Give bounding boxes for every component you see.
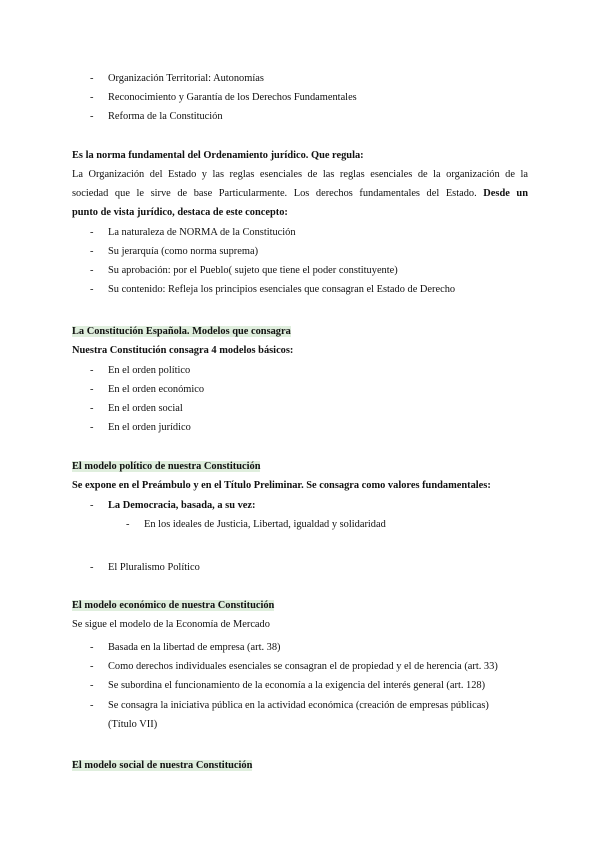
bullet-dash: -	[90, 284, 94, 295]
list-item-continuation: (Título VII)	[108, 719, 158, 730]
list-item: Se consagra la iniciativa pública en la actividad económica (creación de empresas públicas)	[108, 700, 489, 711]
list-item-bold: La Democracia, basada, a su vez:	[108, 500, 256, 511]
section-subheading: Se expone en el Preámbulo y en el Título Preliminar. Se consagra como valores fundamentales:	[72, 480, 491, 491]
bullet-dash: -	[90, 384, 94, 395]
list-item: La naturaleza de NORMA de la Constitución	[108, 227, 296, 238]
paragraph-text: sociedad que le sirve de base Particularmente. Los derechos fundamentales del Estado.	[72, 188, 477, 199]
list-item: Basada en la libertad de empresa (art. 38)	[108, 642, 281, 653]
section-heading: Es la norma fundamental del Ordenamiento jurídico. Que regula:	[72, 150, 364, 161]
list-item: En el orden jurídico	[108, 422, 191, 433]
sub-bullet-dash: -	[126, 519, 130, 530]
highlighted-heading: La Constitución Española. Modelos que consagra	[72, 326, 291, 337]
list-item: Reconocimiento y Garantía de los Derechos Fundamentales	[108, 92, 357, 103]
list-item: Su contenido: Refleja los principios esenciales que consagran el Estado de Derecho	[108, 284, 456, 295]
section-heading	[72, 759, 252, 772]
list-item: Su aprobación: por el Pueblo( sujeto que tiene el poder constituyente)	[108, 265, 398, 276]
bullet-dash: -	[90, 265, 94, 276]
list-item: Reforma de la Constitución	[108, 111, 223, 122]
bullet-dash: -	[90, 422, 94, 433]
paragraph-bold-line: punto de vista jurídico, destaca de este concepto:	[72, 207, 288, 218]
paragraph-bold-text: Desde un	[483, 188, 528, 199]
list-item: Organización Territorial: Autonomías	[108, 73, 264, 84]
highlighted-heading: El modelo político de nuestra Constitución	[72, 461, 261, 472]
bullet-dash: -	[90, 680, 94, 691]
bullet-dash: -	[90, 642, 94, 653]
bullet-dash: -	[90, 73, 94, 84]
bullet-dash: -	[90, 700, 94, 711]
list-item: Su jerarquía (como norma suprema)	[108, 246, 259, 257]
list-item: En el orden social	[108, 403, 183, 414]
section-subheading: Nuestra Constitución consagra 4 modelos básicos:	[72, 345, 294, 356]
bullet-dash: -	[90, 246, 94, 257]
list-item: En el orden político	[108, 365, 191, 376]
section-heading	[72, 325, 291, 338]
section-heading	[72, 460, 260, 473]
list-item: Se subordina el funcionamiento de la economía a la exigencia del interés general (art. 128)	[108, 680, 486, 691]
bullet-dash: -	[90, 562, 94, 573]
bullet-dash: -	[90, 92, 94, 103]
highlighted-heading: El modelo económico de nuestra Constitución	[72, 600, 275, 611]
list-item: El Pluralismo Político	[108, 562, 200, 573]
paragraph-line: Se sigue el modelo de la Economía de Mercado	[72, 619, 270, 630]
bullet-dash: -	[90, 365, 94, 376]
bullet-dash: -	[90, 111, 94, 122]
section-heading	[72, 599, 274, 612]
bullet-dash: -	[90, 661, 94, 672]
highlighted-heading: El modelo social de nuestra Constitución	[72, 760, 253, 771]
paragraph-line	[72, 187, 528, 200]
paragraph-line: La Organización del Estado y las reglas esenciales de las reglas esenciales de la organización de la	[72, 169, 528, 180]
list-item: Como derechos individuales esenciales se consagran el de propiedad y el de herencia (art. 33)	[108, 661, 498, 672]
bullet-dash: -	[90, 500, 94, 511]
sub-list-item: En los ideales de Justicia, Libertad, igualdad y solidaridad	[144, 519, 386, 530]
bullet-dash: -	[90, 227, 94, 238]
bullet-dash: -	[90, 403, 94, 414]
list-item: En el orden económico	[108, 384, 205, 395]
